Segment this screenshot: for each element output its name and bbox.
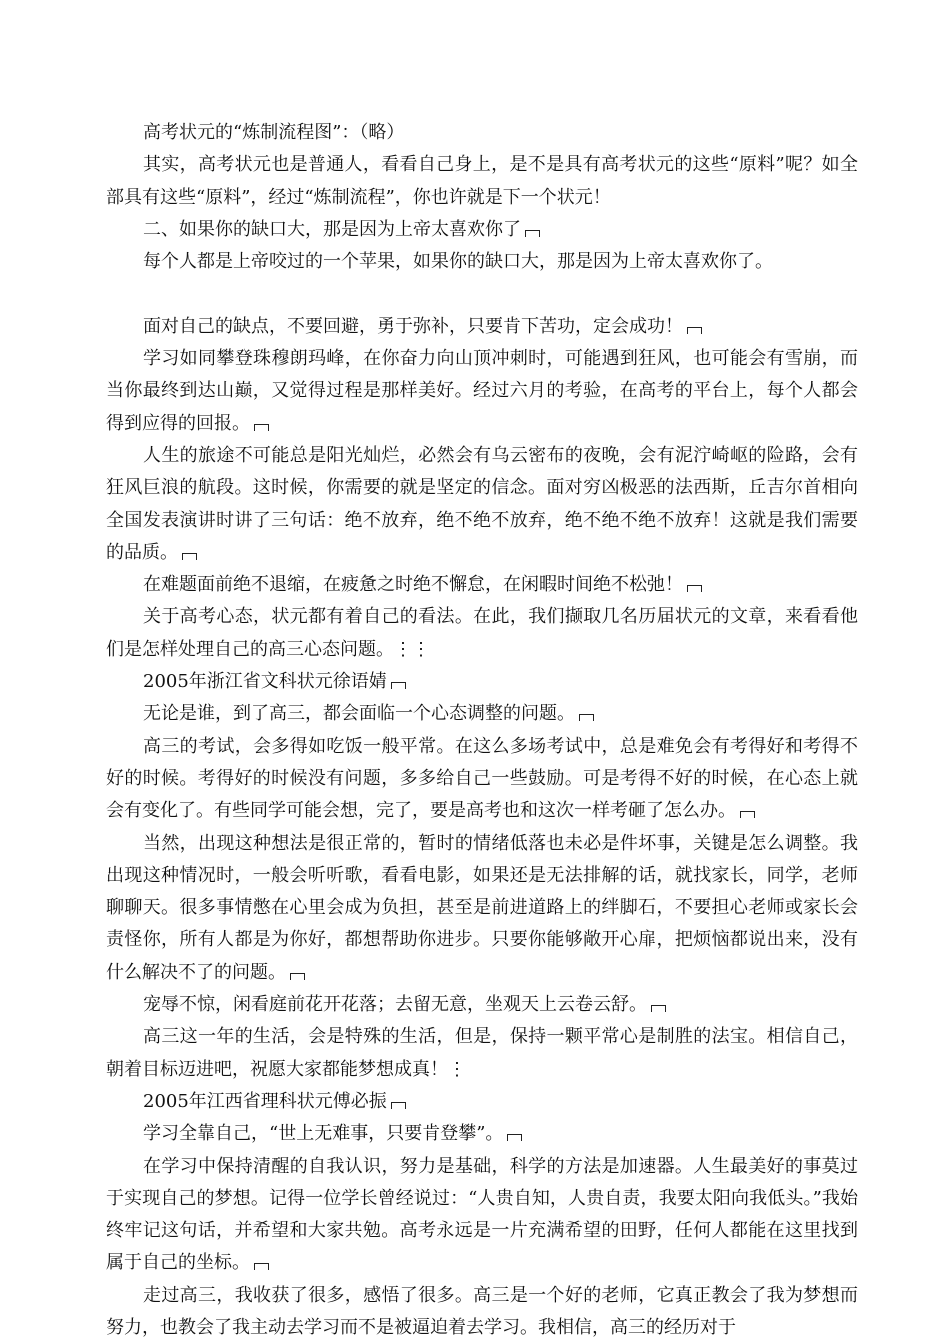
paragraph: 每个人都是上帝咬过的一个苹果，如果你的缺口大，那是因为上帝太喜欢你了。 — [143, 251, 773, 273]
paragraph-mark-icon — [687, 327, 702, 334]
author-heading: 2005年江西省理科状元傅必振 — [106, 1086, 858, 1118]
paragraph: 在学习中保持清醒的自我认识，努力是基础，科学的方法是加速器。人生最美好的事莫过于实现自己的梦想。记得一位学长曾经说过：“人贵自知，人贵自责，我要太阳向我低头。”我始终牢记这句话，并希望和大家共勉。高考永远是一片充满希望的田野，任何人都能在这里找到属于自己的坐标。 — [106, 1155, 858, 1274]
paragraph: 当然，出现这种想法是很正常的，暂时的情绪低落也未必是件坏事，关键是怎么调整。我出现这种情况时，一般会听听歌，看看电影，如果还是无法排解的话，就找家长，同学，老师聊聊天。很多事情憋在心里会成为负担，甚至是前进道路上的绊脚石，不要担心老师或家长会责怪你，所有人都是为你好，都想帮助你进步。只要你能够敞开心扉，把烦恼都说出来，没有什么解决不了的问题。 — [106, 832, 858, 983]
paragraph-mark-icon — [182, 553, 197, 560]
paragraph: 高三的考试，会多得如吃饭一般平常。在这么多场考试中，总是难免会有考得好和考得不好的时候。考得好的时候没有问题，多多给自己一些鼓励。可是考得不好的时候，在心态上就会有变化了。有些同学可能会想，完了，要是高考也和这次一样考砸了怎么办。 — [106, 735, 858, 822]
paragraph-mark-icon — [254, 424, 269, 431]
paragraph: 走过高三，我收获了很多，感悟了很多。高三是一个好的老师，它真正教会了我为梦想而努力，也教会了我主动去学习而不是被逼迫着去学习。我相信，高三的经历对于 — [106, 1284, 858, 1338]
paragraph-mark-icon — [687, 585, 702, 592]
paragraph: 宠辱不惊，闲看庭前花开花落；去留无意，坐观天上云卷云舒。 — [106, 989, 858, 1021]
author-heading: 2005年浙江省文科状元徐语婧 — [106, 666, 858, 698]
paragraph: 人生的旅途不可能总是阳光灿烂，必然会有乌云密布的夜晚，会有泥泞崎岖的险路，会有狂风巨浪的航段。这时候，你需要的就是坚定的信念。面对穷凶极恶的法西斯，丘吉尔首相向全国发表演讲时讲了三句话：绝不放弃，绝不绝不放弃，绝不绝不绝不放弃！这就是我们需要的品质。 — [106, 444, 858, 563]
paragraph: 高考状元的“炼制流程图”：（略） — [143, 122, 405, 143]
paragraph-mark-icon — [740, 811, 755, 818]
paragraph-mark-icon — [651, 1005, 666, 1012]
document-body — [106, 117, 858, 1344]
paragraph-mark-icon — [579, 714, 594, 721]
paragraph: 面对自己的缺点，不要回避，勇于弥补，只要肯下苦功，定会成功！ — [106, 311, 858, 343]
paragraph: 在难题面前绝不退缩，在疲惫之时绝不懈怠，在闲暇时间绝不松弛！ — [106, 569, 858, 601]
paragraph: 学习全靠自己，“世上无难事，只要肯登攀”。 — [106, 1118, 858, 1150]
paragraph-mark-icon — [254, 1263, 269, 1270]
paragraph-mark-icon — [391, 1102, 406, 1109]
paragraph-mark-icon — [525, 230, 540, 237]
paragraph: 无论是谁，到了高三，都会面临一个心态调整的问题。 — [106, 698, 858, 730]
paragraph-mark-icon — [290, 973, 305, 980]
paragraph: 学习如同攀登珠穆朗玛峰，在你奋力向山顶冲刺时，可能遇到狂风，也可能会有雪崩，而当你最终到达山巅，又觉得过程是那样美好。经过六月的考验，在高考的平台上，每个人都会得到应得的回报。 — [106, 348, 858, 434]
section-heading: 二、如果你的缺口大，那是因为上帝太喜欢你了 — [106, 214, 858, 246]
paragraph: 关于高考心态，状元都有着自己的看法。在此，我们撷取几名历届状元的文章，来看看他们是怎样处理自己的高三心态问题。⋮⋮ — [106, 606, 858, 660]
blank-line — [106, 278, 858, 310]
paragraph-mark-icon — [391, 682, 406, 689]
paragraph: 其实，高考状元也是普通人，看看自己身上，是不是具有高考状元的这些“原料”呢？如全部具有这些“原料”，经过“炼制流程”，你也许就是下一个状元！ — [106, 154, 858, 208]
paragraph-mark-icon — [507, 1134, 522, 1141]
paragraph: 高三这一年的生活，会是特殊的生活，但是，保持一颗平常心是制胜的法宝。相信自己，朝着目标迈进吧，祝愿大家都能梦想成真！⋮ — [106, 1026, 858, 1080]
